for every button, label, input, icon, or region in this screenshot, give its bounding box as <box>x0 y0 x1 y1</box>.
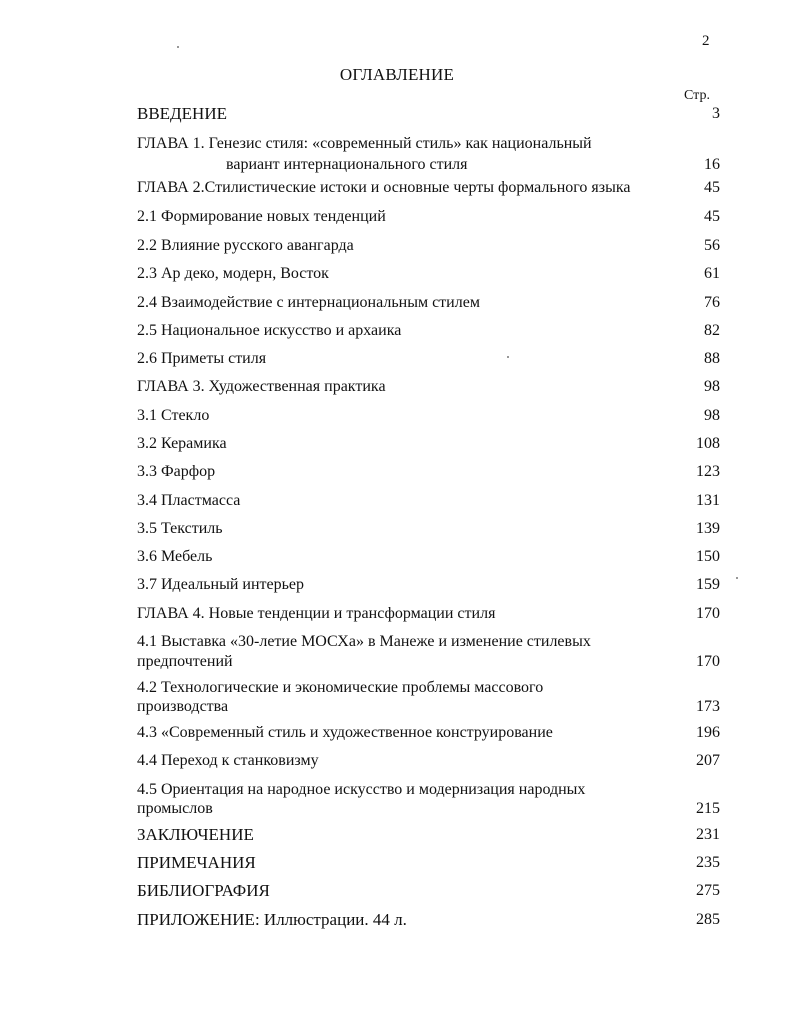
page-number: 2 <box>702 33 710 49</box>
toc-entry-page: 215 <box>696 800 720 817</box>
toc-entry-page: 56 <box>704 237 720 254</box>
toc-entry-page: 196 <box>696 724 720 741</box>
toc-entry-page: 285 <box>696 911 720 928</box>
toc-entry-title: ГЛАВА 1. Генезис стиля: «современный стиль» как национальный <box>137 135 592 152</box>
toc-entry-title: ГЛАВА 4. Новые тенденции и трансформации стиля <box>137 605 496 622</box>
toc-entry-title-continuation: вариант интернационального стиля <box>226 156 468 173</box>
toc-entry-page: 98 <box>704 407 720 424</box>
toc-entry-page: 150 <box>696 548 720 565</box>
toc-entry-title: ПРИМЕЧАНИЯ <box>137 853 256 872</box>
toc-entry-title: БИБЛИОГРАФИЯ <box>137 881 270 900</box>
toc-entry-title: 2.2 Влияние русского авангарда <box>137 237 354 254</box>
toc-entry-title: 3.3 Фарфор <box>137 463 216 480</box>
toc-entry-page: 45 <box>704 179 720 196</box>
toc-entry-page: 275 <box>696 882 720 899</box>
toc-entry-title: 3.2 Керамика <box>137 435 227 452</box>
toc-entry-page: 123 <box>696 463 720 480</box>
toc-entry-title: 3.7 Идеальный интерьер <box>137 576 305 593</box>
toc-entry-page: 16 <box>704 156 720 173</box>
scan-speck <box>736 577 738 579</box>
toc-entry-title: 3.5 Текстиль <box>137 520 223 537</box>
toc-entry-page: 3 <box>712 105 720 122</box>
toc-entry-page: 98 <box>704 378 720 395</box>
toc-entry-page: 235 <box>696 854 720 871</box>
toc-entry-title: ГЛАВА 2.Стилистические истоки и основные черты формального языка <box>137 179 631 196</box>
toc-entry-page: 139 <box>696 520 720 537</box>
toc-entry-page: 45 <box>704 208 720 225</box>
toc-entry-page: 82 <box>704 322 720 339</box>
toc-entry-title: 3.4 Пластмасса <box>137 492 241 509</box>
toc-entry-title: 4.2 Технологические и экономические проблемы массового <box>137 679 544 696</box>
toc-entry-title: 2.4 Взаимодействие с интернациональным стилем <box>137 294 480 311</box>
toc-entry-page: 207 <box>696 752 720 769</box>
toc-entry-title: 2.6 Приметы стиля <box>137 350 267 367</box>
toc-entry-title: ГЛАВА 3. Художественная практика <box>137 378 386 395</box>
toc-entry-title: 4.3 «Современный стиль и художественное конструирование <box>137 724 553 741</box>
toc-entry-title: ВВЕДЕНИЕ <box>137 104 227 123</box>
toc-entry-title: 4.5 Ориентация на народное искусство и модернизация народных <box>137 781 586 798</box>
toc-entry-title: 3.1 Стекло <box>137 407 210 424</box>
toc-entry-page: 170 <box>696 605 720 622</box>
toc-entry-title: 4.4 Переход к станковизму <box>137 752 319 769</box>
toc-entry-page: 170 <box>696 653 720 670</box>
toc-entry-title-continuation: предпочтений <box>137 653 233 670</box>
toc-entry-title: ПРИЛОЖЕНИЕ: Иллюстрации. 44 л. <box>137 910 407 929</box>
toc-entry-title: 3.6 Мебель <box>137 548 213 565</box>
toc-entry-page: 231 <box>696 826 720 843</box>
toc-entry-page: 173 <box>696 698 720 715</box>
toc-entry-page: 61 <box>704 265 720 282</box>
toc-entry-page: 88 <box>704 350 720 367</box>
toc-entry-title-continuation: промыслов <box>137 800 213 817</box>
scan-speck <box>507 356 509 358</box>
toc-entry-title-continuation: производства <box>137 698 229 715</box>
toc-entry-title: 2.1 Формирование новых тенденций <box>137 208 386 225</box>
toc-entry-title: 2.3 Ар деко, модерн, Восток <box>137 265 329 282</box>
scan-speck <box>177 46 179 48</box>
toc-entry-title: ЗАКЛЮЧЕНИЕ <box>137 825 254 844</box>
toc-entry-page: 108 <box>696 435 720 452</box>
toc-entry-title: 4.1 Выставка «30-летие МОСХа» в Манеже и изменение стилевых <box>137 633 591 650</box>
page-title: ОГЛАВЛЕНИЕ <box>339 65 455 84</box>
toc-entry-page: 131 <box>696 492 720 509</box>
toc-entry-title: 2.5 Национальное искусство и архаика <box>137 322 402 339</box>
page-column-label: Стр. <box>684 88 710 103</box>
toc-entry-page: 159 <box>696 576 720 593</box>
toc-entry-page: 76 <box>704 294 720 311</box>
